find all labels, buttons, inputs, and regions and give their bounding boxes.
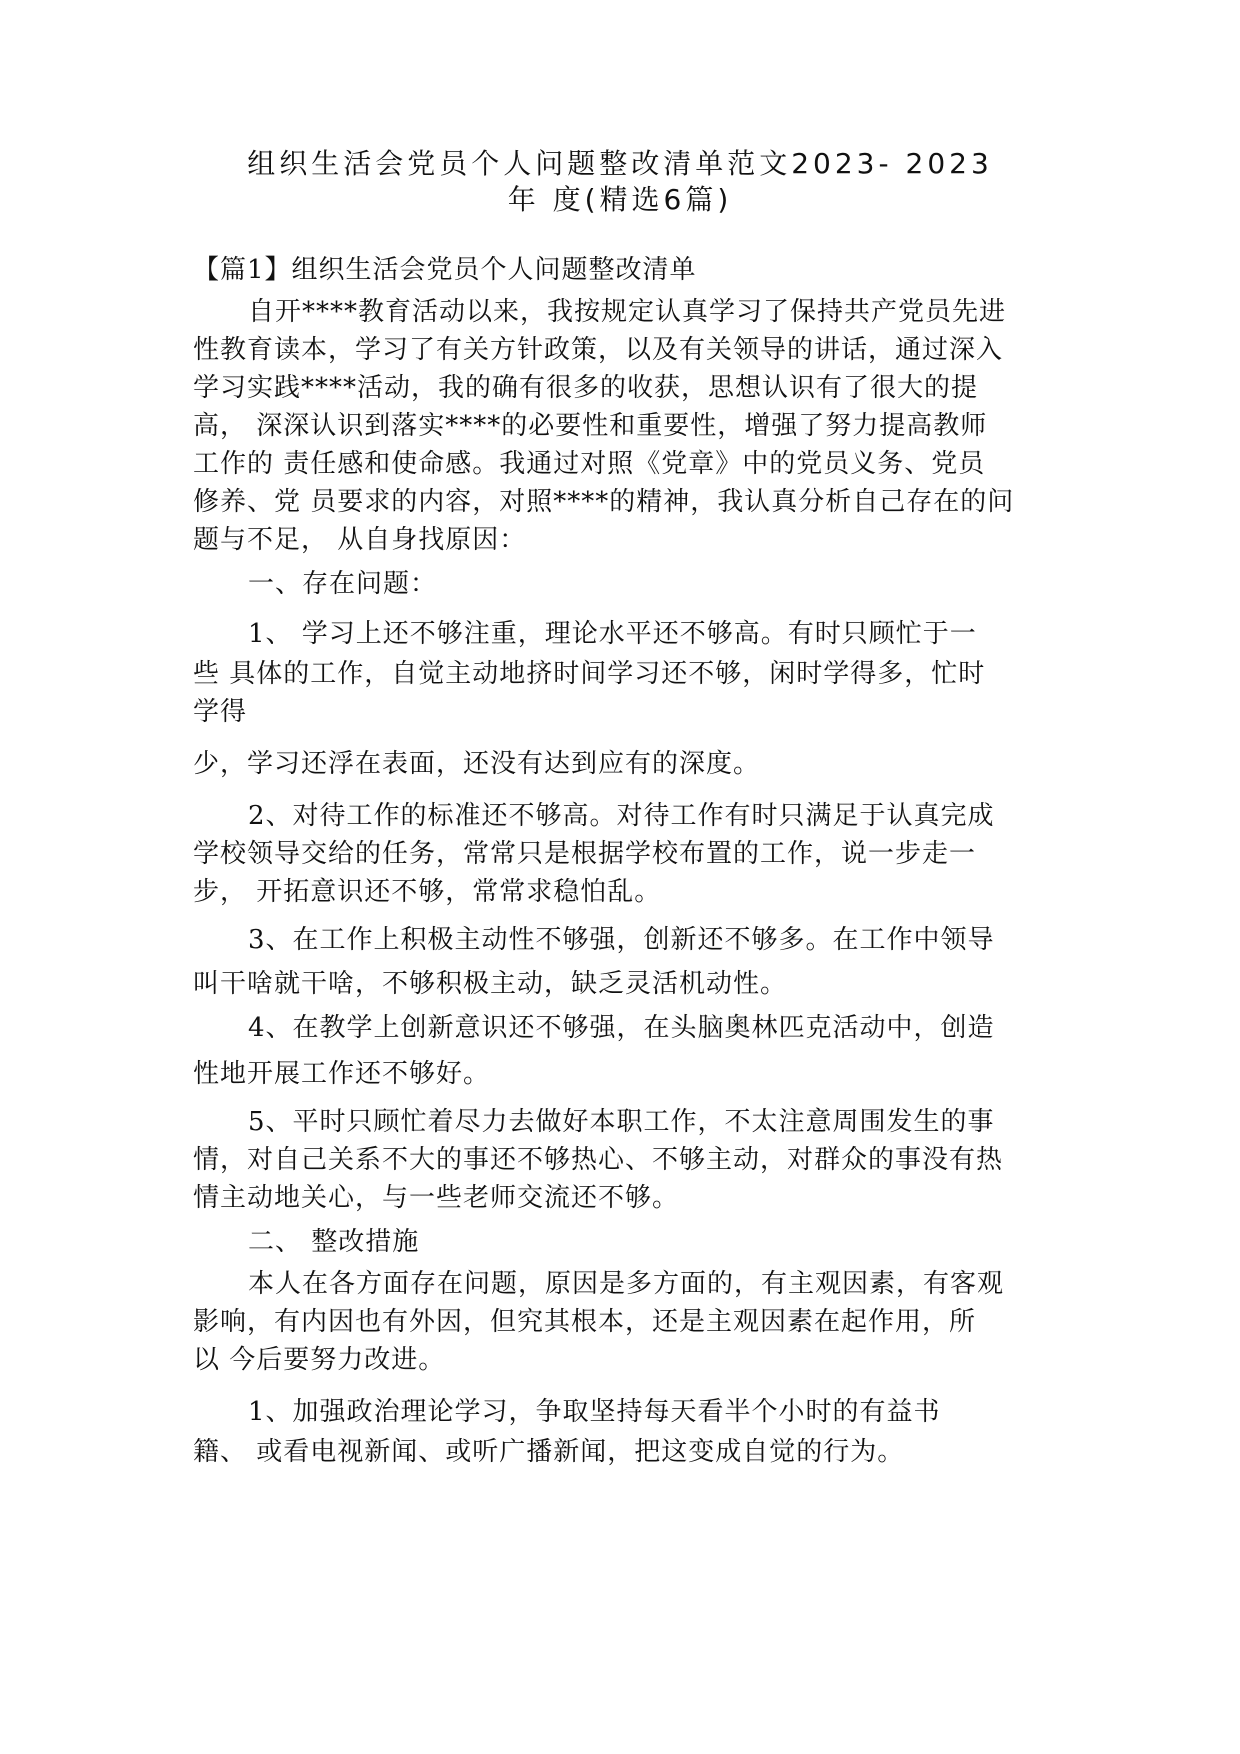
paragraph-line: 5、平时只顾忙着尽力去做好本职工作，不太注意周围发生的事 bbox=[248, 1107, 995, 1137]
paragraph-line: 籍、 或看电视新闻、或听广播新闻，把这变成自觉的行为。 bbox=[193, 1437, 905, 1467]
section-heading: 【篇1】组织生活会党员个人问题整改清单 bbox=[193, 255, 697, 285]
document-title-line-2: 年 度(精选6篇) bbox=[507, 183, 733, 216]
paragraph-line: 性教育读本，学习了有关方针政策，以及有关领导的讲话，通过深入 bbox=[193, 335, 1004, 365]
paragraph-line: 少，学习还浮在表面，还没有达到应有的深度。 bbox=[193, 749, 761, 779]
document-title-line-1: 组织生活会党员个人问题整改清单范文2023- 2023 bbox=[247, 147, 993, 180]
paragraph-line: 1、 学习上还不够注重，理论水平还不够高。有时只顾忙于一 bbox=[248, 619, 977, 649]
paragraph-line: 自开****教育活动以来，我按规定认真学习了保持共产党员先进 bbox=[248, 297, 1007, 327]
paragraph-line: 题与不足， 从自身找原因： bbox=[193, 525, 527, 555]
paragraph-line: 些 具体的工作，自觉主动地挤时间学习还不够，闲时学得多，忙时 bbox=[193, 659, 986, 689]
paragraph-line: 影响，有内因也有外因，但究其根本，还是主观因素在起作用，所 bbox=[193, 1307, 977, 1337]
paragraph-line: 修养、党 员要求的内容，对照****的精神，我认真分析自己存在的问 bbox=[193, 487, 1015, 517]
paragraph-line: 学得 bbox=[193, 697, 248, 727]
paragraph-line: 步， 开拓意识还不够，常常求稳怕乱。 bbox=[193, 877, 662, 907]
paragraph-line: 性地开展工作还不够好。 bbox=[193, 1059, 491, 1089]
paragraph-line: 3、在工作上积极主动性不够强，创新还不够多。在工作中领导 bbox=[248, 925, 995, 955]
paragraph-line: 4、在教学上创新意识还不够强，在头脑奥林匹克活动中，创造 bbox=[248, 1013, 995, 1043]
paragraph-line: 学习实践****活动，我的确有很多的收获，思想认识有了很大的提 bbox=[193, 373, 979, 403]
paragraph-line: 工作的 责任感和使命感。我通过对照《党章》中的党员义务、党员 bbox=[193, 449, 986, 479]
paragraph-line: 情，对自己关系不大的事还不够热心、不够主动，对群众的事没有热 bbox=[193, 1145, 1004, 1175]
paragraph-line: 以 今后要努力改进。 bbox=[193, 1345, 446, 1375]
paragraph-line: 高， 深深认识到落实****的必要性和重要性，增强了努力提高教师 bbox=[193, 411, 988, 441]
paragraph-line: 1、加强政治理论学习，争取坚持每天看半个小时的有益书 bbox=[248, 1397, 941, 1427]
subheading-rectification-measures: 二、 整改措施 bbox=[248, 1227, 420, 1257]
paragraph-line: 叫干啥就干啥，不够积极主动，缺乏灵活机动性。 bbox=[193, 969, 788, 999]
subheading-existing-problems: 一、存在问题： bbox=[248, 569, 438, 599]
paragraph-line: 学校领导交给的任务，常常只是根据学校布置的工作，说一步走一 bbox=[193, 839, 977, 869]
paragraph-line: 2、对待工作的标准还不够高。对待工作有时只满足于认真完成 bbox=[248, 801, 995, 831]
paragraph-line: 情主动地关心，与一些老师交流还不够。 bbox=[193, 1183, 680, 1213]
paragraph-line: 本人在各方面存在问题，原因是多方面的，有主观因素，有客观 bbox=[248, 1269, 1005, 1299]
